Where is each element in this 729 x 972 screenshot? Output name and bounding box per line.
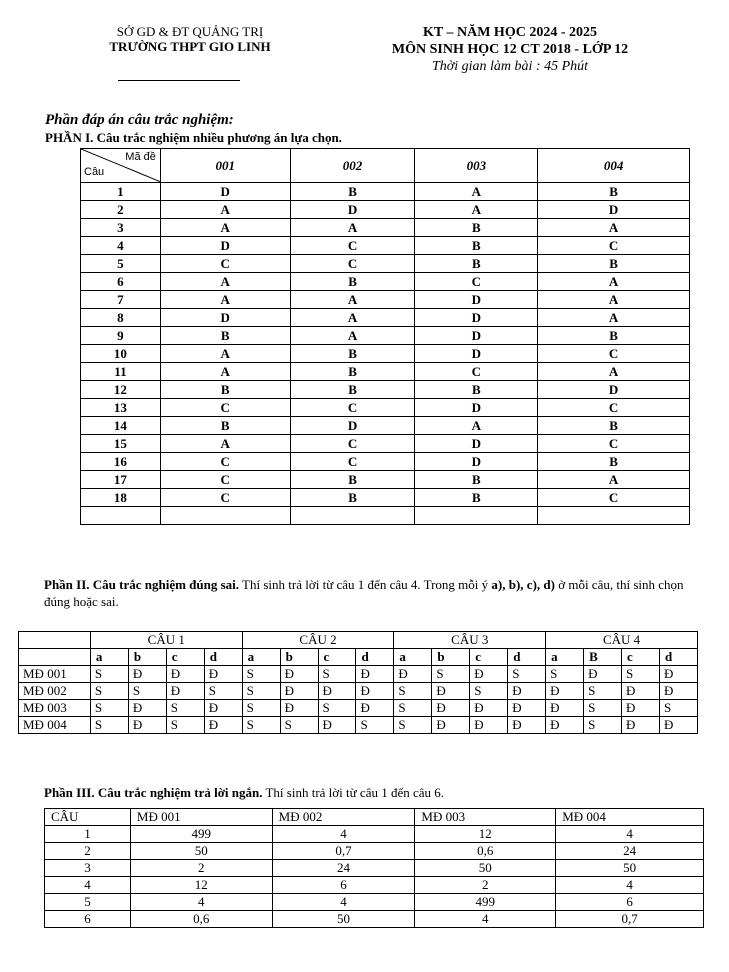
question-number: 4 (45, 877, 131, 894)
answer-cell: B (415, 237, 538, 255)
true-false-cell: Đ (470, 700, 508, 717)
true-false-cell: Đ (432, 700, 470, 717)
question-number: 9 (81, 327, 161, 345)
question-number: 14 (81, 417, 161, 435)
true-false-cell: Đ (659, 717, 697, 734)
true-false-cell: S (584, 700, 622, 717)
answer-cell: B (290, 471, 415, 489)
true-false-cell: Đ (659, 683, 697, 700)
department-name: SỞ GD & ĐT QUẢNG TRỊ (116, 24, 264, 39)
part3-instructions (44, 785, 444, 801)
true-false-cell: Đ (546, 683, 584, 700)
part3-title: Phần III. Câu trắc nghiệm trả lời ngắn. (44, 785, 263, 800)
code-header: 002 (290, 149, 415, 183)
answer-cell: A (538, 219, 690, 237)
table-row (81, 417, 690, 435)
question-group: CÂU 1 (90, 632, 242, 649)
answer-cell: C (415, 363, 538, 381)
exam-code: MĐ 001 (19, 666, 91, 683)
table-row (81, 291, 690, 309)
answer-cell: A (160, 345, 290, 363)
short-answer-cell: 2 (130, 860, 272, 877)
table-row (81, 471, 690, 489)
answer-cell: D (415, 345, 538, 363)
table-row (45, 894, 704, 911)
answer-cell: C (415, 273, 538, 291)
answer-cell (290, 507, 415, 525)
answer-cell: B (415, 381, 538, 399)
answer-cell: D (415, 453, 538, 471)
true-false-cell: Đ (166, 666, 204, 683)
true-false-cell: Đ (318, 717, 356, 734)
statement-label: a (90, 649, 128, 666)
question-number: 2 (81, 201, 161, 219)
answer-cell: A (160, 201, 290, 219)
short-answer-cell: 0,6 (130, 911, 272, 928)
short-answer-cell: 12 (130, 877, 272, 894)
answer-cell (415, 507, 538, 525)
table-row (81, 183, 690, 201)
answer-cell: D (538, 381, 690, 399)
answer-cell: B (538, 255, 690, 273)
question-group: CÂU 4 (546, 632, 698, 649)
table-row (45, 826, 704, 843)
question-number: 10 (81, 345, 161, 363)
table-row (81, 237, 690, 255)
answer-cell: A (415, 183, 538, 201)
question-number: 12 (81, 381, 161, 399)
answer-cell: A (538, 363, 690, 381)
true-false-cell: S (242, 717, 280, 734)
true-false-cell: Đ (508, 700, 546, 717)
question-number: 3 (81, 219, 161, 237)
true-false-cell: Đ (356, 666, 394, 683)
exam-title: KT – NĂM HỌC 2024 - 2025 (423, 25, 597, 40)
answer-cell: B (415, 255, 538, 273)
answer-cell: B (538, 453, 690, 471)
statement-label: c (622, 649, 660, 666)
true-false-cell: S (90, 683, 128, 700)
true-false-cell: S (280, 717, 318, 734)
table-row (45, 911, 704, 928)
question-number: 6 (81, 273, 161, 291)
table-row (81, 507, 690, 525)
table-row (81, 399, 690, 417)
table-row (45, 843, 704, 860)
true-false-cell: Đ (280, 666, 318, 683)
part2-group-row (19, 632, 698, 649)
short-answer-cell: 50 (415, 860, 556, 877)
table-row (81, 327, 690, 345)
true-false-cell: Đ (128, 666, 166, 683)
answer-cell: A (538, 273, 690, 291)
question-number: 6 (45, 911, 131, 928)
answer-cell: A (160, 435, 290, 453)
subject-title: MÔN SINH HỌC 12 CT 2018 - LỚP 12 (391, 42, 629, 57)
true-false-cell: Đ (318, 683, 356, 700)
answer-cell: C (160, 399, 290, 417)
short-answer-cell: 0,6 (415, 843, 556, 860)
short-answer-cell: 50 (556, 860, 704, 877)
true-false-cell: S (584, 683, 622, 700)
answer-cell: C (290, 255, 415, 273)
short-answer-cell: 4 (272, 894, 415, 911)
answer-cell: D (415, 327, 538, 345)
code-header: 004 (538, 149, 690, 183)
statement-label: d (508, 649, 546, 666)
true-false-cell: S (318, 666, 356, 683)
table-row (19, 683, 698, 700)
true-false-cell: S (242, 666, 280, 683)
answer-cell: A (415, 201, 538, 219)
answer-cell: D (290, 201, 415, 219)
answer-cell: B (290, 381, 415, 399)
answer-cell: A (160, 273, 290, 291)
empty-cell (19, 649, 91, 666)
short-answer-cell: 0,7 (272, 843, 415, 860)
statement-label: b (280, 649, 318, 666)
table-row (81, 453, 690, 471)
true-false-cell: S (242, 683, 280, 700)
true-false-cell: Đ (128, 700, 166, 717)
answer-cell: B (160, 381, 290, 399)
question-number: 15 (81, 435, 161, 453)
statement-label: c (318, 649, 356, 666)
true-false-cell: S (204, 683, 242, 700)
column-header: MĐ 003 (415, 809, 556, 826)
corner-label-code: Mã đề (125, 151, 156, 163)
answer-cell: A (160, 363, 290, 381)
true-false-cell: S (128, 683, 166, 700)
short-answer-cell: 499 (415, 894, 556, 911)
answer-cell: B (538, 183, 690, 201)
answer-cell: D (160, 237, 290, 255)
question-number: 1 (45, 826, 131, 843)
table-row (81, 435, 690, 453)
answer-cell: C (290, 453, 415, 471)
true-false-cell: S (546, 666, 584, 683)
answer-cell: A (538, 309, 690, 327)
statement-label: c (470, 649, 508, 666)
school-header (60, 24, 320, 54)
column-header: MĐ 001 (130, 809, 272, 826)
answer-cell: C (290, 237, 415, 255)
answer-cell (160, 507, 290, 525)
statement-label: B (584, 649, 622, 666)
true-false-cell: Đ (166, 683, 204, 700)
statement-label: d (204, 649, 242, 666)
answer-cell: A (160, 219, 290, 237)
short-answer-cell: 50 (272, 911, 415, 928)
short-answer-cell: 4 (556, 877, 704, 894)
answer-cell: B (290, 363, 415, 381)
answer-cell: D (415, 309, 538, 327)
answer-cell: A (290, 309, 415, 327)
answer-cell (538, 507, 690, 525)
answer-cell: A (538, 291, 690, 309)
question-number: 1 (81, 183, 161, 201)
short-answer-cell: 24 (556, 843, 704, 860)
answer-cell: D (415, 291, 538, 309)
true-false-cell: S (394, 683, 432, 700)
table-row (81, 363, 690, 381)
answer-cell: C (290, 399, 415, 417)
corner-cell (81, 149, 161, 183)
table-row (81, 345, 690, 363)
true-false-cell: Đ (128, 717, 166, 734)
question-number: 17 (81, 471, 161, 489)
short-answer-cell: 4 (556, 826, 704, 843)
part3-answer-table (44, 808, 704, 928)
short-answer-cell: 4 (415, 911, 556, 928)
true-false-cell: Đ (356, 700, 394, 717)
column-header: MĐ 002 (272, 809, 415, 826)
table-row (81, 489, 690, 507)
true-false-cell: S (659, 700, 697, 717)
part2-options: a), b), c), d) (491, 577, 555, 592)
true-false-cell: S (470, 683, 508, 700)
column-header: MĐ 004 (556, 809, 704, 826)
answer-cell: B (160, 417, 290, 435)
part1-title: PHẦN I. Câu trắc nghiệm nhiều phương án lựa chọn. (45, 130, 342, 145)
answer-cell: C (538, 237, 690, 255)
true-false-cell: Đ (394, 666, 432, 683)
short-answer-cell: 0,7 (556, 911, 704, 928)
answer-cell: B (415, 471, 538, 489)
true-false-cell: Đ (622, 717, 660, 734)
part2-instructions (44, 576, 704, 610)
question-group: CÂU 2 (242, 632, 394, 649)
answer-cell: B (290, 273, 415, 291)
answer-cell: B (538, 417, 690, 435)
corner-label-question: Câu (84, 166, 105, 178)
true-false-cell: S (394, 717, 432, 734)
statement-label: b (128, 649, 166, 666)
answer-cell: C (160, 489, 290, 507)
true-false-cell: Đ (622, 700, 660, 717)
true-false-cell: S (584, 717, 622, 734)
question-number (81, 507, 161, 525)
answer-cell: D (160, 183, 290, 201)
true-false-cell: Đ (584, 666, 622, 683)
answer-cell: B (160, 327, 290, 345)
answer-cell: C (160, 453, 290, 471)
answer-cell: A (290, 219, 415, 237)
true-false-cell: S (166, 700, 204, 717)
part1-header-row (81, 149, 690, 183)
true-false-cell: Đ (204, 717, 242, 734)
answer-cell: D (415, 435, 538, 453)
answer-cell: D (290, 417, 415, 435)
exam-code: MĐ 003 (19, 700, 91, 717)
statement-label: a (394, 649, 432, 666)
table-row (45, 860, 704, 877)
true-false-cell: S (90, 666, 128, 683)
answer-cell: C (538, 435, 690, 453)
question-number: 2 (45, 843, 131, 860)
part2-title: Phần II. Câu trắc nghiệm đúng sai. (44, 577, 240, 592)
question-number: 16 (81, 453, 161, 471)
code-header: 001 (160, 149, 290, 183)
question-number: 4 (81, 237, 161, 255)
table-row (81, 201, 690, 219)
true-false-cell: Đ (432, 683, 470, 700)
question-number: 13 (81, 399, 161, 417)
statement-label: c (166, 649, 204, 666)
part2-text: Thí sinh trả lời từ câu 1 đến câu 4. Trong mỗi ý (239, 577, 492, 592)
question-group: CÂU 3 (394, 632, 546, 649)
answer-cell: A (538, 471, 690, 489)
short-answer-cell: 499 (130, 826, 272, 843)
true-false-cell: Đ (204, 700, 242, 717)
short-answer-cell: 50 (130, 843, 272, 860)
part3-header-row (45, 809, 704, 826)
answer-cell: B (415, 219, 538, 237)
true-false-cell: S (356, 717, 394, 734)
short-answer-cell: 6 (272, 877, 415, 894)
short-answer-cell: 4 (272, 826, 415, 843)
statement-label: d (659, 649, 697, 666)
question-number: 18 (81, 489, 161, 507)
true-false-cell: S (242, 700, 280, 717)
answer-cell: B (538, 327, 690, 345)
statement-label: b (432, 649, 470, 666)
true-false-cell: Đ (546, 700, 584, 717)
short-answer-cell: 4 (130, 894, 272, 911)
true-false-cell: S (318, 700, 356, 717)
answer-cell: C (538, 489, 690, 507)
question-number: 5 (81, 255, 161, 273)
table-row (81, 273, 690, 291)
table-row (81, 309, 690, 327)
exam-code: MĐ 004 (19, 717, 91, 734)
part2-answer-table (18, 631, 698, 734)
question-number: 8 (81, 309, 161, 327)
statement-label: a (242, 649, 280, 666)
table-row (45, 877, 704, 894)
code-header: 003 (415, 149, 538, 183)
empty-cell (19, 632, 91, 649)
question-number: 5 (45, 894, 131, 911)
true-false-cell: S (622, 666, 660, 683)
table-row (81, 219, 690, 237)
answer-cell: D (415, 399, 538, 417)
true-false-cell: Đ (470, 717, 508, 734)
exam-header (340, 24, 680, 75)
answer-cell: D (538, 201, 690, 219)
part1-answer-table (80, 148, 690, 525)
short-answer-cell: 12 (415, 826, 556, 843)
statement-label: d (356, 649, 394, 666)
true-false-cell: Đ (470, 666, 508, 683)
answer-cell: A (290, 327, 415, 345)
answer-cell: C (160, 471, 290, 489)
column-header: CÂU (45, 809, 131, 826)
true-false-cell: S (166, 717, 204, 734)
true-false-cell: S (90, 700, 128, 717)
answer-cell: C (160, 255, 290, 273)
table-row (81, 255, 690, 273)
answer-cell: A (160, 291, 290, 309)
statement-label: a (546, 649, 584, 666)
header-divider (118, 80, 240, 81)
true-false-cell: Đ (432, 717, 470, 734)
true-false-cell: Đ (508, 683, 546, 700)
answer-cell: C (538, 345, 690, 363)
table-row (19, 666, 698, 683)
true-false-cell: Đ (659, 666, 697, 683)
table-row (19, 700, 698, 717)
answer-cell: A (290, 291, 415, 309)
answer-cell: C (538, 399, 690, 417)
true-false-cell: S (394, 700, 432, 717)
answer-cell: A (415, 417, 538, 435)
part2-text-end: ở mỗi câu, thí sinh chọn đúng hoặc sai. (44, 577, 684, 609)
true-false-cell: Đ (204, 666, 242, 683)
true-false-cell: Đ (280, 683, 318, 700)
true-false-cell: S (508, 666, 546, 683)
true-false-cell: Đ (356, 683, 394, 700)
true-false-cell: Đ (508, 717, 546, 734)
table-row (19, 717, 698, 734)
question-number: 7 (81, 291, 161, 309)
short-answer-cell: 2 (415, 877, 556, 894)
answer-cell: B (415, 489, 538, 507)
school-name: TRƯỜNG THPT GIO LINH (109, 39, 271, 54)
answer-cell: D (160, 309, 290, 327)
true-false-cell: Đ (280, 700, 318, 717)
true-false-cell: S (432, 666, 470, 683)
time-limit: Thời gian làm bài : 45 Phút (431, 59, 589, 74)
short-answer-cell: 24 (272, 860, 415, 877)
true-false-cell: Đ (622, 683, 660, 700)
answer-cell: B (290, 345, 415, 363)
exam-code: MĐ 002 (19, 683, 91, 700)
part3-text: Thí sinh trả lời từ câu 1 đến câu 6. (262, 785, 445, 800)
answer-cell: B (290, 183, 415, 201)
question-number: 3 (45, 860, 131, 877)
true-false-cell: S (90, 717, 128, 734)
question-number: 11 (81, 363, 161, 381)
short-answer-cell: 6 (556, 894, 704, 911)
answer-cell: C (290, 435, 415, 453)
part2-subheader-row (19, 649, 698, 666)
answer-cell: B (290, 489, 415, 507)
section-title: Phần đáp án câu trắc nghiệm: (45, 112, 234, 128)
table-row (81, 381, 690, 399)
true-false-cell: Đ (546, 717, 584, 734)
